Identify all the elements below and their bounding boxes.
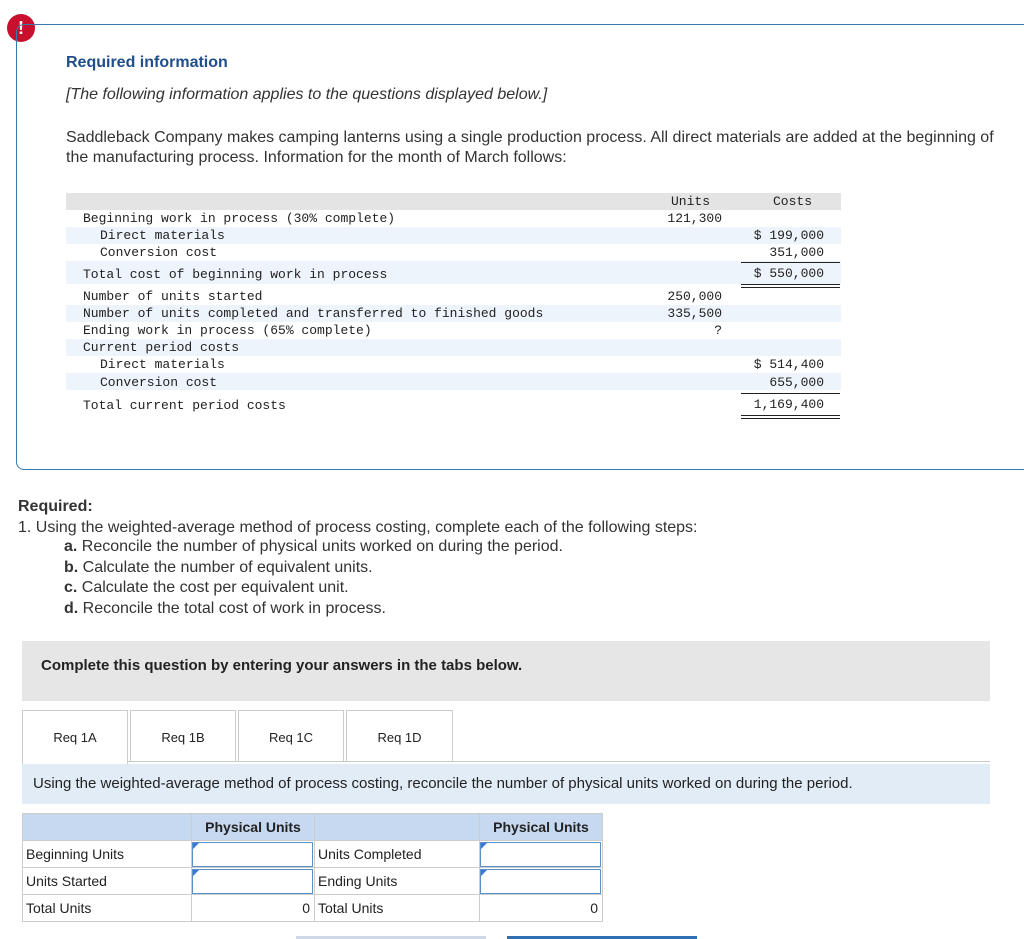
problem-intro: Saddleback Company makes camping lanterns using a single production process. All direct materials are added at the beginning of the manufacturing process. Information for the month of March follows: [66,129,994,166]
units-started-input[interactable] [192,869,313,894]
row-costs: $ 199,000 [753,228,824,243]
table-row-label: Ending Units [315,868,480,895]
row-costs: 655,000 [769,375,824,390]
row-label: Number of units completed and transferred to finished goods [83,306,544,321]
units-started-cell [192,868,315,895]
row-label: Conversion cost [100,375,218,390]
table-row-label: Beginning Units [23,841,192,868]
row-label: Number of units started [83,289,263,304]
row-label: Direct materials [100,228,225,243]
row-units: ? [714,323,722,338]
double-underline [741,284,840,288]
step-item: b. Calculate the number of equivalent units. [64,558,373,576]
double-underline [741,415,840,419]
required-steps [64,537,563,619]
row-costs: 351,000 [769,245,824,260]
tab-divider [128,761,990,762]
ending-units-input[interactable] [480,869,601,894]
physical-units-table [22,813,603,922]
complete-question-banner [22,641,990,701]
tab-req-1a[interactable]: Req 1A [22,710,128,764]
row-costs: $ 514,400 [753,357,824,372]
units-completed-cell [480,841,603,868]
row-label: Current period costs [83,340,240,355]
info-note: [The following information applies to the questions displayed below.] [66,86,548,103]
tab-req-1d[interactable]: Req 1D [346,710,453,762]
units-column-header: Units [670,194,710,209]
instruction-text: Using the weighted-average method of process costing, reconcile the number of physical units worked on during the period. [33,775,853,792]
row-label: Conversion cost [100,245,218,260]
units-completed-input[interactable] [480,842,601,867]
header-blank [23,814,192,841]
row-label: Ending work in process (65% complete) [83,323,372,338]
underline [741,393,840,394]
row-units: 250,000 [667,289,722,304]
tab-req-1c[interactable]: Req 1C [238,710,344,762]
required-title: Required: [18,498,93,515]
banner-text: Complete this question by entering your answers in the tabs below. [41,657,523,674]
physical-units-header-left: Physical Units [192,814,315,841]
table-row-label: Units Started [23,868,192,895]
total-units-right-value: 0 [480,895,603,922]
physical-units-header-right: Physical Units [480,814,603,841]
row-units: 121,300 [667,211,722,226]
step-item: d. Reconcile the total cost of work in process. [64,599,386,617]
underline [741,262,840,263]
row-units: 335,500 [667,306,722,321]
beginning-units-input[interactable] [192,842,313,867]
step-item: c. Calculate the cost per equivalent unit. [64,579,349,596]
total-units-left-value: 0 [192,895,315,922]
required-information-heading: Required information [66,54,228,71]
instruction-banner [22,764,990,804]
row-label: Total cost of beginning work in process [83,267,388,282]
header-blank [315,814,480,841]
table-row-label: Total Units [23,895,192,922]
row-costs: $ 550,000 [753,266,824,281]
row-costs: 1,169,400 [753,397,824,412]
ending-units-cell [480,868,603,895]
required-section [18,496,698,538]
row-label: Total current period costs [83,398,286,413]
step-item: a. Reconcile the number of physical units worked on during the period. [64,538,563,555]
costs-column-header: Costs [772,194,812,209]
table-row-label: Units Completed [315,841,480,868]
table-row-label: Total Units [315,895,480,922]
alert-icon: ! [7,14,35,42]
required-question: 1. Using the weighted-average method of process costing, complete each of the following steps: [18,519,698,536]
tab-req-1b[interactable]: Req 1B [130,710,236,762]
row-label: Beginning work in process (30% complete) [83,211,396,226]
row-label: Direct materials [100,357,225,372]
beginning-units-cell [192,841,315,868]
